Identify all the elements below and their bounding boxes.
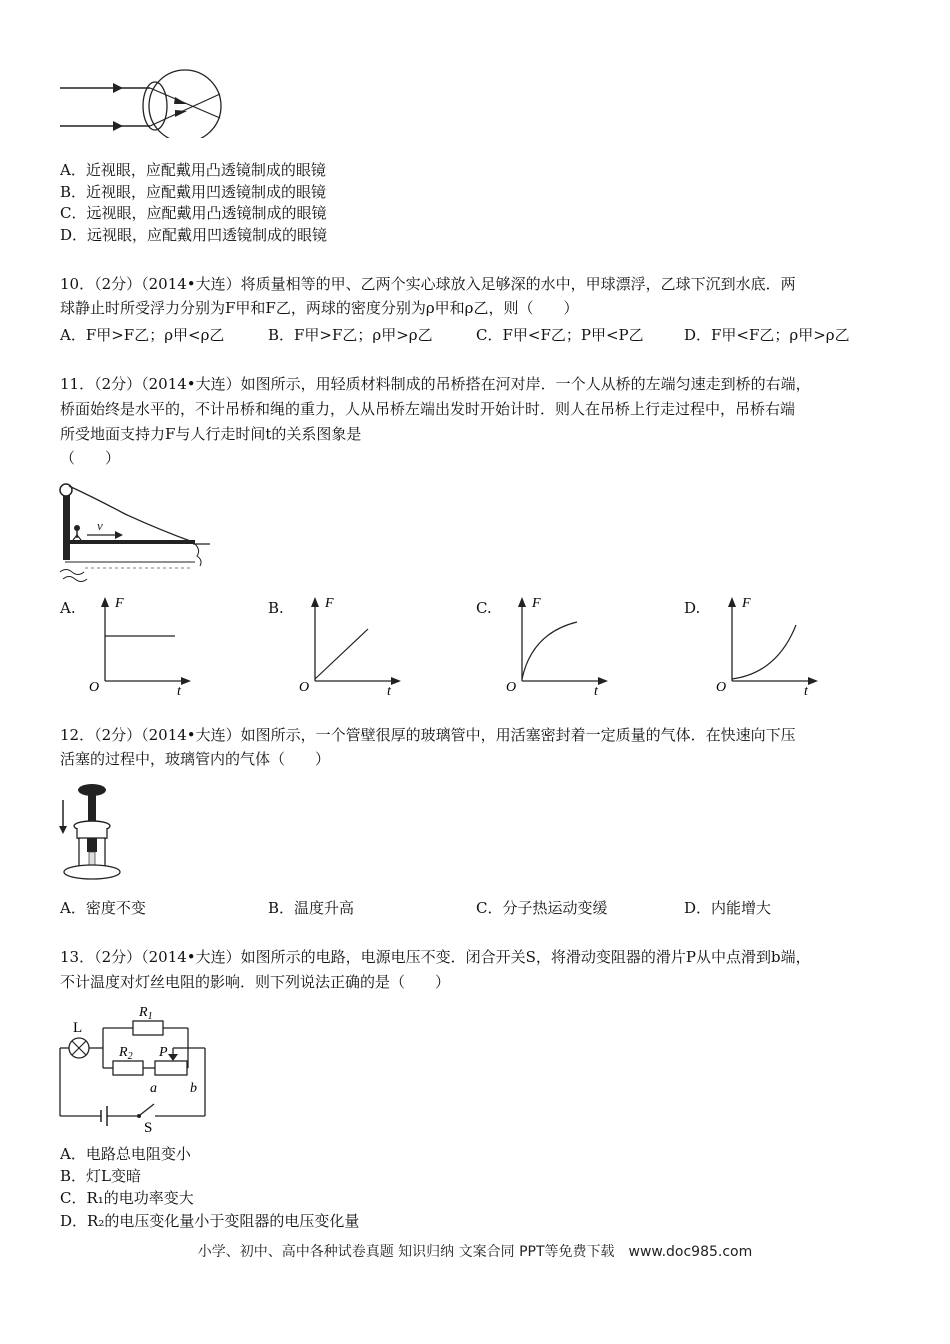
q13-stem-line2: 不计温度对灯丝电阻的影响．则下列说法正确的是（ ）: [60, 973, 451, 991]
terminal-a-label: a: [150, 1081, 157, 1096]
q12-stem-line2: 活塞的过程中，玻璃管内的气体（ ）: [60, 750, 331, 768]
q10-stem-line2: 球静止时所受浮力分别为F甲和F乙，两球的密度分别为ρ甲和ρ乙，则（ ）: [60, 299, 579, 317]
q11-option-d[interactable]: D.: [684, 599, 701, 617]
q11-option-c[interactable]: C.: [476, 599, 492, 617]
terminal-b-label: b: [190, 1081, 197, 1096]
q11-stem-line1: 11．（2分）（2014•大连）如图所示，用轻质材料制成的吊桥搭在河对岸．一个人从桥的左端匀速走到桥的右端，: [60, 375, 811, 393]
q9-option-c[interactable]: C．远视眼，应配戴用凸透镜制成的眼镜: [60, 204, 327, 222]
q9-option-a[interactable]: A．近视眼，应配戴用凸透镜制成的眼镜: [60, 161, 326, 179]
circuit-diagram: [55, 1000, 215, 1136]
q11-stem-line2: 桥面始终是水平的，不计吊桥和绳的重力，人从吊桥左端出发时开始计时．则人在吊桥上行走过程中，吊桥右端: [60, 400, 796, 418]
q11-stem-line4: （ ）: [60, 449, 121, 467]
graph-d-axis-t: t: [804, 684, 808, 699]
r1-label: $R_1$: [139, 1005, 153, 1022]
q10-option-a[interactable]: A．F甲>F乙；ρ甲<ρ乙: [60, 326, 225, 344]
graph-b-axis-f: F: [325, 596, 334, 611]
q12-stem-line1: 12．（2分）（2014•大连）如图所示，一个管壁很厚的玻璃管中，用活塞密封着一定质量的气体．在快速向下压: [60, 726, 796, 744]
r2-label: $R_2$: [119, 1045, 133, 1062]
graph-b-origin: O: [299, 680, 310, 695]
q12-option-d[interactable]: D．内能增大: [684, 899, 772, 917]
q13-option-c[interactable]: C．R₁的电功率变大: [60, 1189, 194, 1207]
page-footer: 小学、初中、高中各种试卷真题 知识归纳 文案合同 PPT等免费下载 www.doc985.com: [197, 1244, 753, 1260]
q13-stem-line1: 13．（2分）（2014•大连）如图所示的电路，电源电压不变．闭合开关S，将滑动变阻器的滑片P从中点滑到b端，: [60, 948, 811, 966]
q10-stem-line1: 10．（2分）（2014•大连）将质量相等的甲、乙两个实心球放入足够深的水中，甲球漂浮，乙球下沉到水底．两: [60, 275, 796, 293]
graph-d: [712, 593, 822, 699]
graph-d-origin: O: [716, 680, 727, 695]
q9-option-b[interactable]: B．近视眼，应配戴用凹透镜制成的眼镜: [60, 183, 327, 201]
slider-label: P: [159, 1045, 168, 1060]
graph-d-axis-f: F: [742, 596, 751, 611]
q13-option-b[interactable]: B．灯L变暗: [60, 1167, 141, 1185]
eye-diagram: [55, 68, 230, 138]
graph-a-origin: O: [89, 680, 100, 695]
q11-option-b[interactable]: B.: [268, 599, 284, 617]
graph-b: [295, 593, 405, 699]
piston-tube-diagram: [55, 780, 135, 886]
q12-option-b[interactable]: B．温度升高: [268, 899, 355, 917]
q10-option-b[interactable]: B．F甲>F乙；ρ甲>ρ乙: [268, 326, 433, 344]
q10-option-c[interactable]: C．F甲<F乙；P甲<P乙: [476, 326, 644, 344]
graph-a-axis-f: F: [115, 596, 124, 611]
graph-c: [502, 593, 612, 699]
graph-b-axis-t: t: [387, 684, 391, 699]
q10-option-d[interactable]: D．F甲<F乙；ρ甲>ρ乙: [684, 326, 850, 344]
q11-stem-line3: 所受地面支持力F与人行走时间t的关系图象是: [60, 425, 362, 443]
q12-option-a[interactable]: A．密度不变: [60, 899, 146, 917]
q13-option-a[interactable]: A．电路总电阻变小: [60, 1145, 191, 1163]
drawbridge-diagram: [55, 478, 215, 586]
graph-c-axis-t: t: [594, 684, 598, 699]
graph-a-axis-t: t: [177, 684, 181, 699]
velocity-label: v: [97, 518, 103, 533]
q11-option-a[interactable]: A.: [60, 599, 76, 617]
q13-option-d[interactable]: D．R₂的电压变化量小于变阻器的电压变化量: [60, 1212, 360, 1230]
graph-a: [85, 593, 195, 699]
q12-option-c[interactable]: C．分子热运动变缓: [476, 899, 608, 917]
switch-label: S: [144, 1120, 153, 1136]
lamp-label: L: [73, 1020, 83, 1036]
graph-c-origin: O: [506, 680, 517, 695]
q9-option-d[interactable]: D．远视眼，应配戴用凹透镜制成的眼镜: [60, 226, 328, 244]
graph-c-axis-f: F: [532, 596, 541, 611]
